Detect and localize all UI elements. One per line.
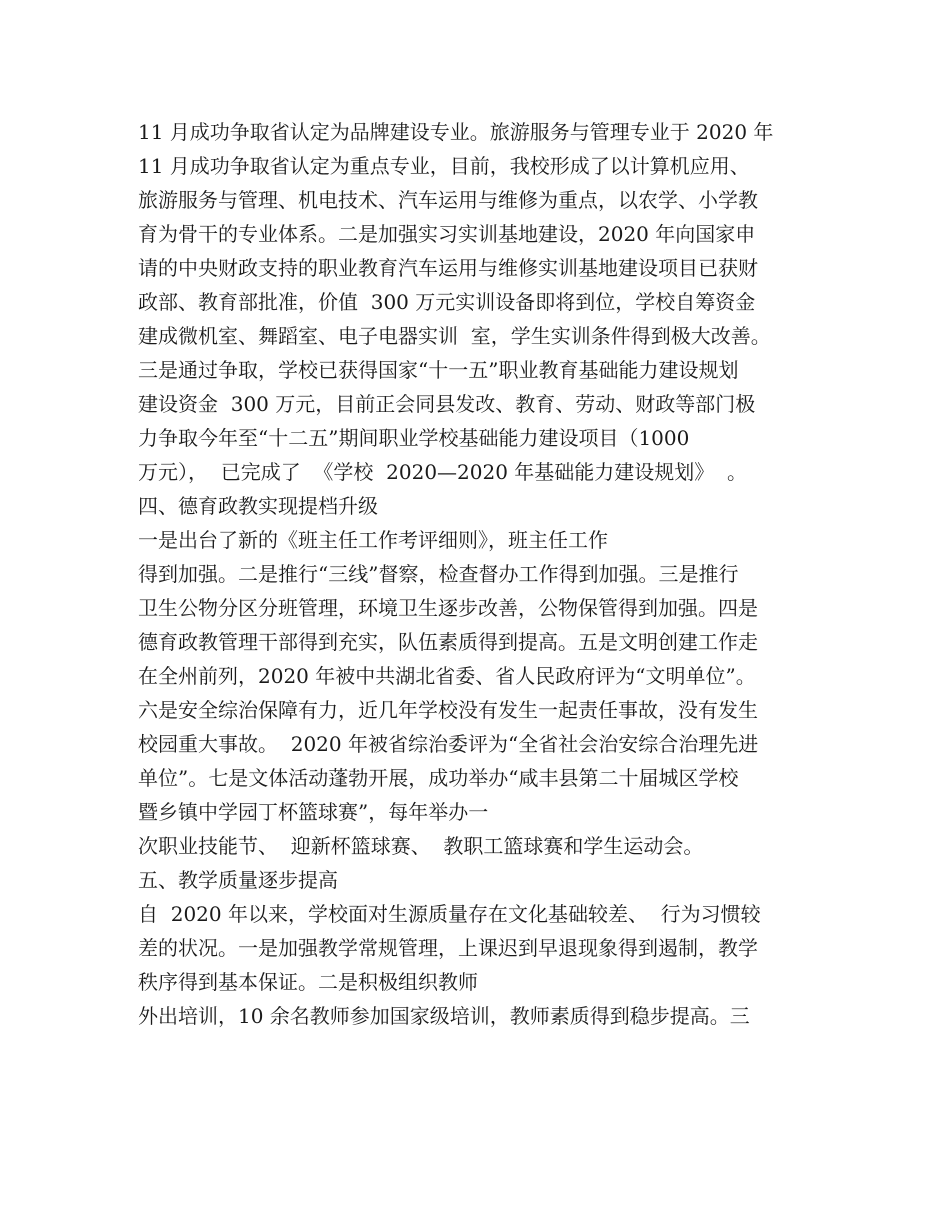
text-line: 建设资金 300 万元，目前正会同县发改、教育、劳动、财政等部门极 (138, 392, 756, 416)
text-line: 六是安全综治保障有力，近几年学校没有发生一起责任事故，没有发生 (138, 698, 758, 722)
text-line: 德育政教管理干部得到充实，队伍素质得到提高。五是文明创建工作走 (138, 630, 758, 654)
text-line: 万元）， 已完成了 《学校 2020—2020 年基础能力建设规划》 。 (138, 460, 748, 484)
text-line: 力争取今年至“十二五”期间职业学校基础能力建设项目（1000 (138, 426, 690, 450)
text-line: 在全州前列，2020 年被中共湖北省委、省人民政府评为“文明单位”。 (138, 664, 756, 688)
text-line: 卫生公物分区分班管理，环境卫生逐步改善，公物保管得到加强。四是 (138, 596, 758, 620)
text-line: 政部、教育部批准，价值 300 万元实训设备即将到位，学校自筹资金 (138, 290, 756, 314)
text-line: 11 月成功争取省认定为品牌建设专业。旅游服务与管理专业于 2020 年 (138, 120, 774, 144)
text-line: 暨乡镇中学园丁杯篮球赛”，每年举办一 (138, 800, 489, 824)
text-line: 外出培训，10 余名教师参加国家级培训，教师素质得到稳步提高。三 (138, 1004, 750, 1028)
text-line: 差的状况。一是加强教学常规管理，上课迟到早退现象得到遏制，教学 (138, 936, 758, 960)
text-line: 次职业技能节、 迎新杯篮球赛、 教职工篮球赛和学生运动会。 (138, 834, 704, 858)
text-line: 11 月成功争取省认定为重点专业，目前，我校形成了以计算机应用、 (138, 154, 750, 178)
section-heading: 四、德育政教实现提档升级 (138, 494, 378, 518)
text-line: 三是通过争取，学校已获得国家“十一五”职业教育基础能力建设规划 (138, 358, 739, 382)
text-line: 单位”。七是文体活动蓬勃开展，成功举办“咸丰县第二十届城区学校 (138, 766, 739, 790)
text-line: 请的中央财政支持的职业教育汽车运用与维修实训基地建设项目已获财 (138, 256, 758, 280)
text-line: 建成微机室、舞蹈室、电子电器实训 室，学生实训条件得到极大改善。 (138, 324, 771, 348)
text-line: 自 2020 年以来，学校面对生源质量存在文化基础较差、 行为习惯较 (138, 902, 761, 926)
text-line: 一是出台了新的《班主任工作考评细则》，班主任工作 (138, 528, 608, 552)
text-line: 旅游服务与管理、机电技术、汽车运用与维修为重点，以农学、小学教 (138, 188, 758, 212)
section-heading: 五、教学质量逐步提高 (138, 868, 338, 892)
text-line: 秩序得到基本保证。二是积极组织教师 (138, 970, 478, 994)
text-line: 育为骨干的专业体系。二是加强实习实训基地建设，2020 年向国家申 (138, 222, 756, 246)
text-line: 得到加强。二是推行“三线”督察，检查督办工作得到加强。三是推行 (138, 562, 739, 586)
document-body (138, 115, 838, 1033)
text-line: 校园重大事故。 2020 年被省综治委评为“全省社会治安综合治理先进 (138, 732, 759, 756)
